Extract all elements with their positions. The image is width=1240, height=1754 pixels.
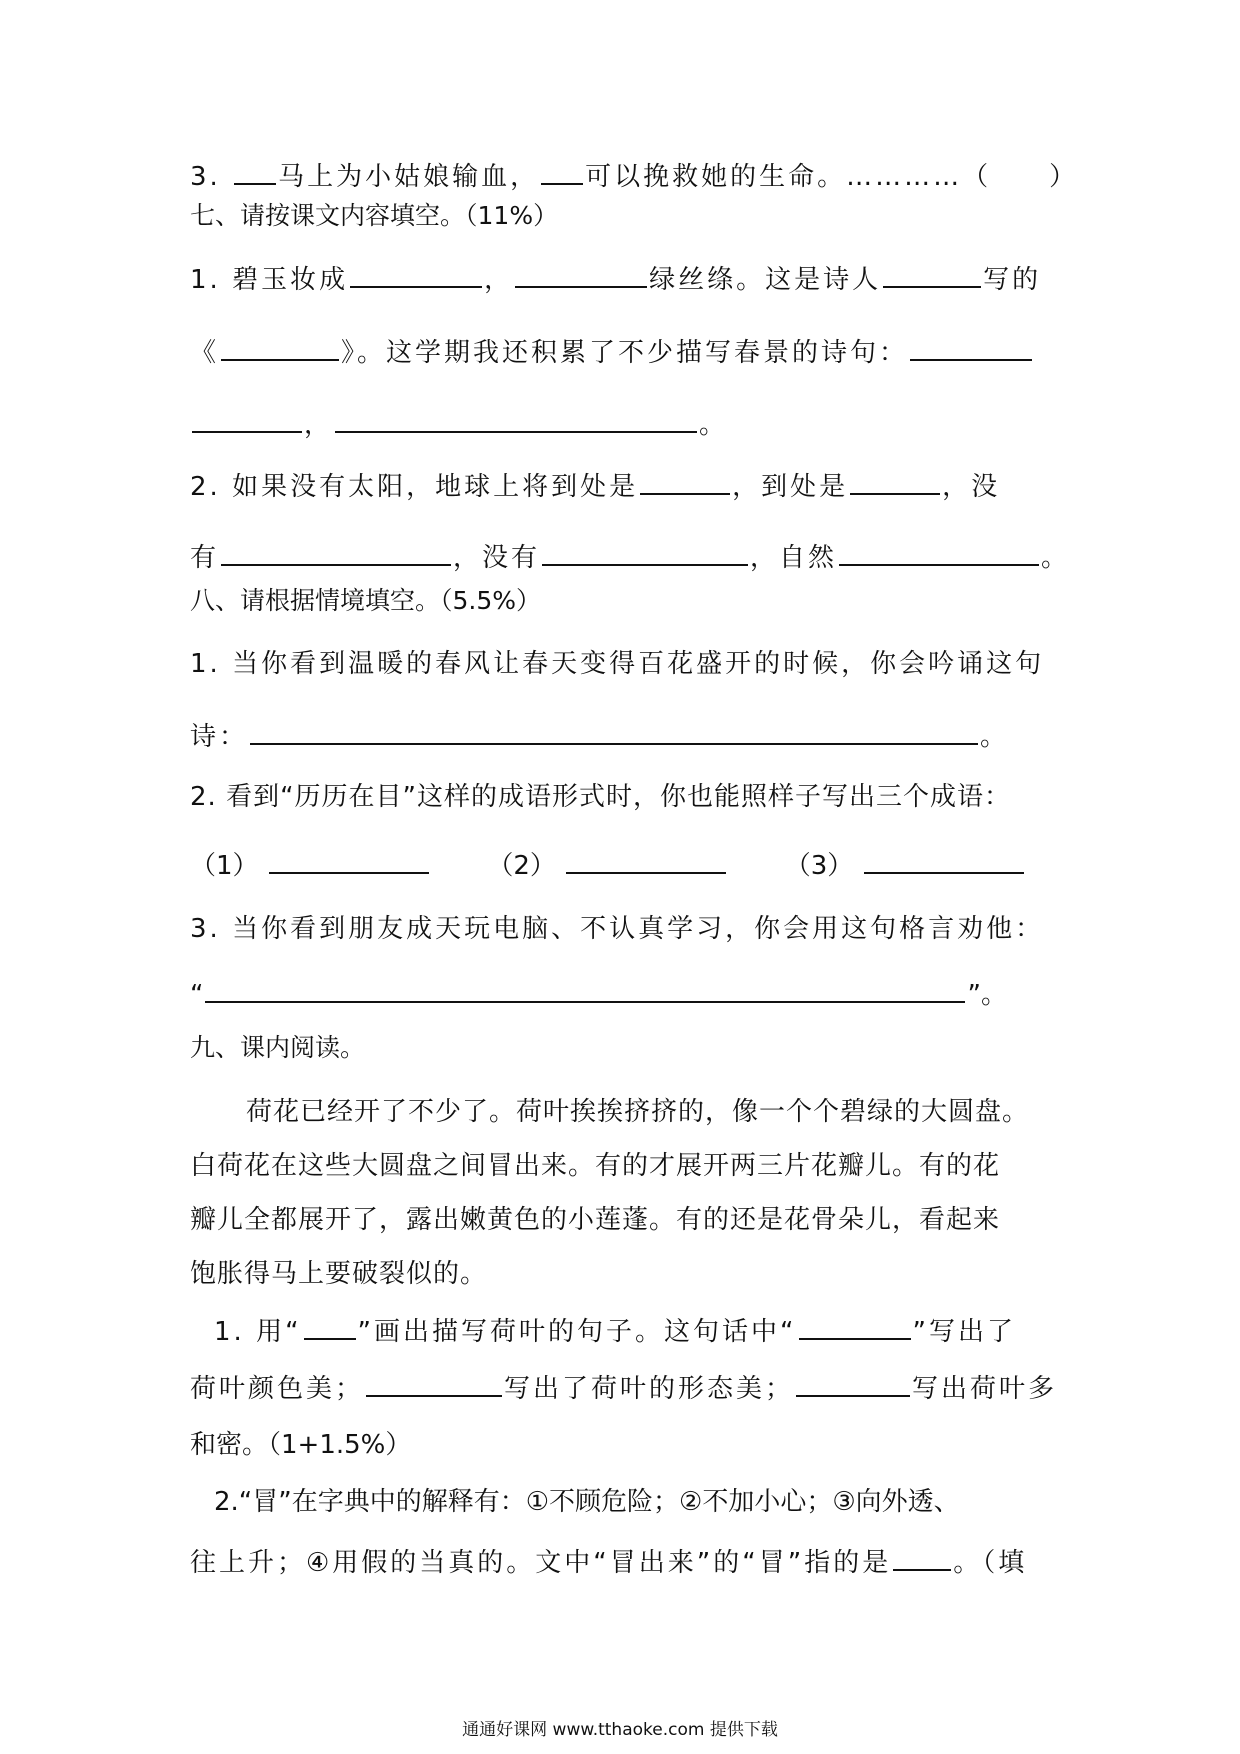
q6-item3-answer-paren[interactable]: （ ） xyxy=(962,162,1079,192)
sec9-q1-blank-1[interactable] xyxy=(799,1312,911,1340)
sec7-item1-text-d: 写的 xyxy=(983,265,1042,295)
sec8-item2-opt1-label: （1） xyxy=(190,851,259,881)
sec7-item2-blank-1[interactable] xyxy=(640,467,730,495)
q6-item3 xyxy=(190,157,1078,195)
sec8-item1-period: 。 xyxy=(980,722,1010,752)
passage-line-4: 饱胀得马上要破裂似的。 xyxy=(190,1259,488,1289)
page-footer: 通通好课网 www.tthaoke.com 提供下载 xyxy=(462,1720,778,1740)
sec8-item3-line1: 3. 当你看到朋友成天玩电脑、不认真学习，你会用这句格言劝他： xyxy=(190,914,1045,944)
sec9-q1-blank-2[interactable] xyxy=(366,1369,502,1397)
sec9-q2-line2 xyxy=(190,1543,1027,1581)
sec9-q1-underline-sample xyxy=(304,1312,356,1340)
q6-item3-blank-1[interactable] xyxy=(234,157,276,185)
sec8-item2-blank-3[interactable] xyxy=(864,846,1024,874)
sec7-item1-book-open: 《 xyxy=(190,338,220,368)
q6-item3-text-1: 马上为小姑娘输血， xyxy=(278,162,540,192)
sec7-item2-blank-4[interactable] xyxy=(542,538,748,566)
sec7-item1-text-f: 》。这学期我还积累了不少描写春景的诗句： xyxy=(341,338,909,368)
sec8-item1-text-b: 诗： xyxy=(190,722,249,752)
section-9-title: 九、课内阅读。 xyxy=(190,1033,366,1062)
sec7-item1-blank-4[interactable] xyxy=(192,405,302,433)
sec9-q1-text-a: 1. 用“ xyxy=(214,1317,302,1347)
sec7-item2-text-a: 2. 如果没有太阳，地球上将到处是 xyxy=(190,472,639,502)
sec7-item1-line2 xyxy=(190,333,1034,371)
sec7-item1-comma: ， xyxy=(484,265,514,295)
sec9-q2-line1: 2.“冒”在字典中的解释有：①不顾危险；②不加小心；③向外透、 xyxy=(214,1487,960,1517)
sec8-item1-line2 xyxy=(190,717,1009,755)
sec7-item1-blank-poet[interactable] xyxy=(883,260,981,288)
passage-line-1: 荷花已经开了不少了。荷叶挨挨挤挤的，像一个个碧绿的大圆盘。 xyxy=(246,1097,1030,1127)
sec8-item3-blank-motto[interactable] xyxy=(205,975,965,1003)
sec7-item1-blank-2[interactable] xyxy=(515,260,647,288)
sec7-item2-line2 xyxy=(190,538,1070,576)
sec9-q2-text-c: 。（填 xyxy=(953,1548,1028,1578)
sec7-item2-text-d: 有 xyxy=(190,543,220,573)
sec7-item2-text-f: ，自然 xyxy=(750,543,838,573)
sec7-item1-line1 xyxy=(190,260,1041,298)
sec7-item2-blank-5[interactable] xyxy=(839,538,1039,566)
sec8-item2-blank-1[interactable] xyxy=(269,846,429,874)
sec8-item3-line2 xyxy=(190,975,1007,1013)
q6-item3-num: 3. xyxy=(190,162,221,192)
section-8-title: 八、请根据情境填空。（5.5%） xyxy=(190,586,542,615)
sec7-item1-text-a: 碧玉妆成 xyxy=(232,265,349,295)
sec8-item1-blank-poem[interactable] xyxy=(250,717,978,745)
sec9-q1-line3: 和密。（1+1.5%） xyxy=(190,1430,412,1460)
passage-line-2: 白荷花在这些大圆盘之间冒出来。有的才展开两三片花瓣儿。有的花 xyxy=(190,1151,1001,1181)
sec7-item1-blank-title[interactable] xyxy=(221,333,339,361)
sec7-item1-num: 1. xyxy=(190,265,221,295)
sec8-item3-quote-open: “ xyxy=(190,980,204,1010)
sec7-item1-blank-3[interactable] xyxy=(910,333,1032,361)
sec7-item1-blank-5[interactable] xyxy=(335,405,697,433)
passage-line-3: 瓣儿全都展开了，露出嫩黄色的小莲蓬。有的还是花骨朵儿，看起来 xyxy=(190,1205,1001,1235)
sec8-item3-quote-close: ”。 xyxy=(967,980,1007,1010)
sec9-q2-blank[interactable] xyxy=(893,1543,951,1571)
sec7-item2-blank-2[interactable] xyxy=(850,467,940,495)
sec7-item2-text-e: ，没有 xyxy=(453,543,541,573)
sec7-item2-period: 。 xyxy=(1041,543,1071,573)
sec9-q1-line1 xyxy=(214,1312,1016,1350)
sec8-item2-blank-2[interactable] xyxy=(566,846,726,874)
sec9-q1-text-e: 写出了荷叶的形态美； xyxy=(504,1374,795,1404)
sec8-item2-line1: 2. 看到“历历在目”这样的成语形式时，你也能照样子写出三个成语： xyxy=(190,782,1012,812)
sec9-q1-text-c: ”写出了 xyxy=(912,1317,1016,1347)
sec9-q1-blank-3[interactable] xyxy=(796,1369,910,1397)
sec8-item2-opt3-label: （3） xyxy=(784,851,854,881)
sec7-item1-comma-2: ， xyxy=(304,410,334,440)
q6-item3-blank-2[interactable] xyxy=(541,157,583,185)
sec9-q2-text-b: 往上升；④用假的当真的。文中“冒出来”的“冒”指的是 xyxy=(190,1548,892,1578)
sec7-item2-line1 xyxy=(190,467,1000,505)
sec7-item2-text-c: ，没 xyxy=(942,472,1001,502)
sec7-item1-period: 。 xyxy=(699,410,729,440)
sec9-q1-text-f: 写出荷叶多 xyxy=(912,1374,1058,1404)
sec7-item1-line3 xyxy=(190,405,728,443)
sec9-q1-text-d: 荷叶颜色美； xyxy=(190,1374,365,1404)
sec9-q1-line2 xyxy=(190,1369,1057,1407)
sec7-item1-blank-1[interactable] xyxy=(350,260,482,288)
sec8-item2-line2 xyxy=(190,846,1026,884)
sec9-q1-text-b: ”画出描写荷叶的句子。这句话中“ xyxy=(357,1317,797,1347)
sec7-item1-text-c: 绿丝绦。这是诗人 xyxy=(649,265,882,295)
q6-item3-text-2: 可以挽救她的生命。………… xyxy=(585,162,963,192)
sec8-item1-line1: 1. 当你看到温暖的春风让春天变得百花盛开的时候，你会吟诵这句 xyxy=(190,649,1045,679)
sec7-item2-blank-3[interactable] xyxy=(221,538,451,566)
section-7-title: 七、请按课文内容填空。（11%） xyxy=(190,201,559,230)
sec8-item2-opt2-label: （2） xyxy=(487,851,556,881)
sec7-item2-text-b: ，到处是 xyxy=(732,472,849,502)
